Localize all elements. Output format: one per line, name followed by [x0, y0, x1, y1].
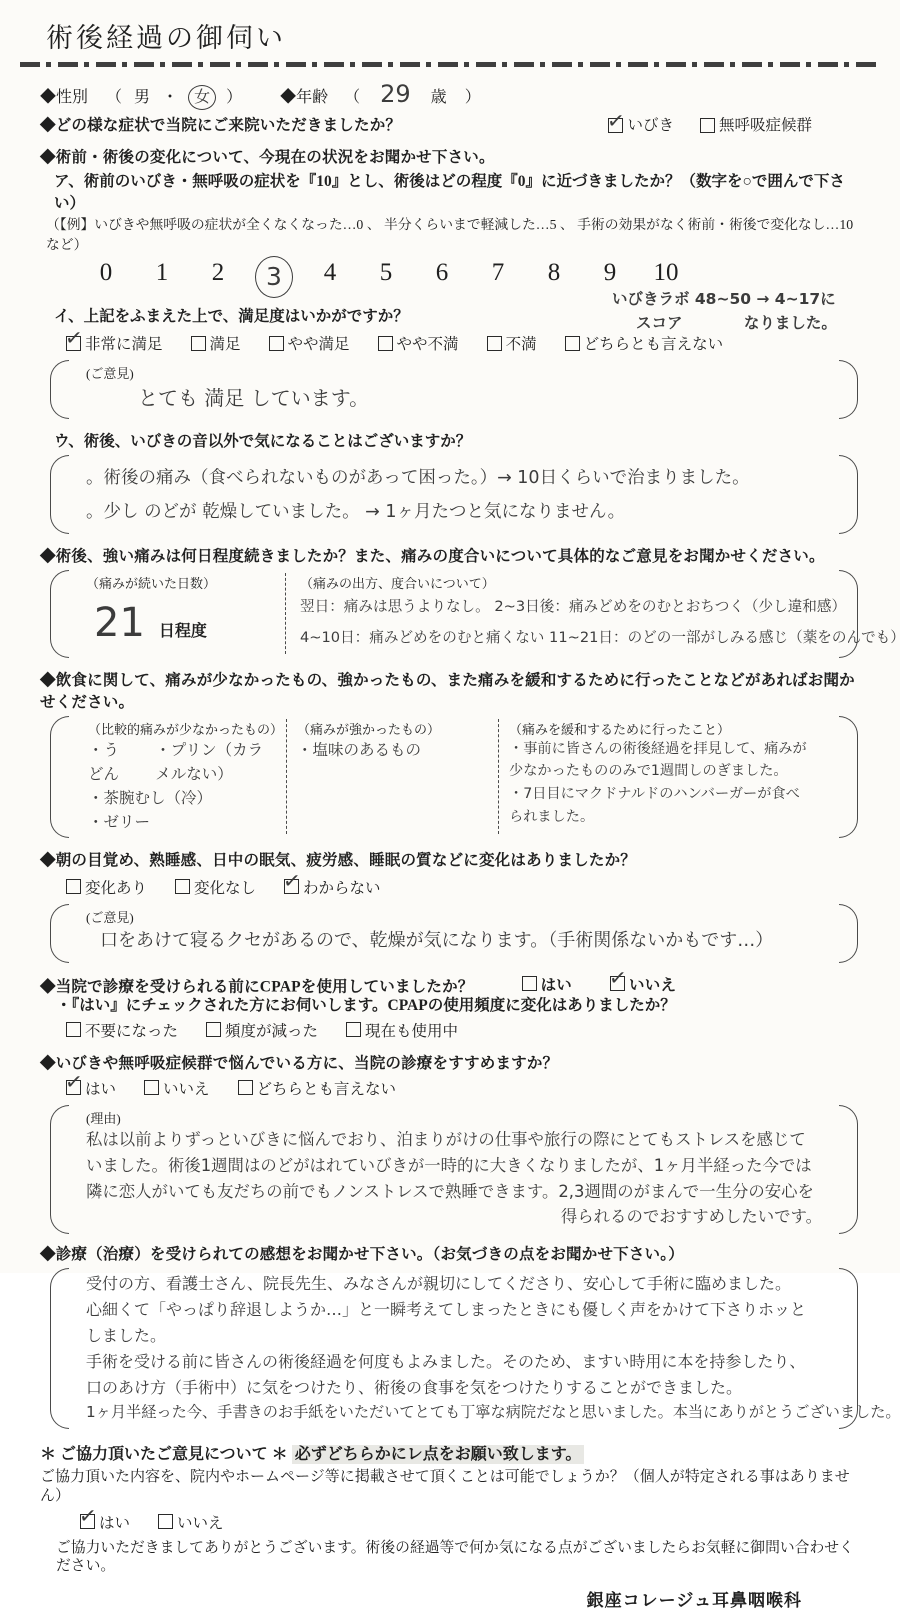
- food-relief-item: ・7日目にマクドナルドのハンバーガーが食べられました。: [509, 786, 800, 825]
- scale-9[interactable]: 9: [603, 259, 617, 287]
- sleep-heading: ◆朝の目覚め、熟睡感、日中の眠気、疲労感、睡眠の質などに変化はありましたか？: [40, 851, 636, 869]
- checkbox-publish-yes[interactable]: [80, 1514, 95, 1529]
- opinion-text: とても 満足 しています。: [138, 386, 370, 411]
- symptom-question: ◆どの様な症状で当院にご来院いただきましたか？: [40, 117, 402, 134]
- scale-3-circled[interactable]: 3: [255, 256, 293, 298]
- checkbox-publish-no[interactable]: [158, 1514, 173, 1529]
- reason-line: 得られるのでおすすめしたいです。: [560, 1207, 822, 1227]
- checkbox-cpap-no[interactable]: [610, 976, 625, 991]
- gender-female-circled[interactable]: 女: [188, 85, 216, 110]
- recommend-yes: ✓ はい: [66, 1077, 116, 1099]
- pain-detail-label: （痛みの出方、度合いについて）: [300, 576, 495, 592]
- gender-male[interactable]: 男: [134, 89, 151, 106]
- checkbox-apnea[interactable]: [700, 118, 715, 133]
- consent-note: ＊ ご協力頂いたご意見について ＊ 必ずどちらかにレ点をお願い致します。: [40, 1441, 866, 1464]
- impression-line: 口のあけ方（手術中）に気をつけたり、術後の食事を気をつけたりすることができました。: [86, 1377, 743, 1397]
- food-box: [50, 714, 858, 840]
- cpap-freq-still-using: 現在も使用中: [346, 1019, 458, 1041]
- sleep-opinion-label: (ご意見): [86, 909, 134, 925]
- publish-question: ご協力頂いた内容を、院内やホームページ等に掲載させて頂くことは可能でしょうか？（個人が特定される事はありません）: [40, 1469, 850, 1504]
- checkbox-cpap-yes[interactable]: [522, 976, 537, 991]
- reason-line: 私は以前よりずっといびきに悩んでおり、泊まりがけの仕事や旅行の際にとてもストレスを感じて: [86, 1129, 806, 1149]
- checkbox-no-change[interactable]: [175, 879, 190, 894]
- impression-line: 心細くて「やっぱり辞退しようか…」と一瞬考えてしまったときにも優しく声をかけて下さりホッとしました。: [86, 1299, 807, 1345]
- question-b-row: [54, 290, 866, 332]
- snorelab-note: いびきラボ 48~50 → 4~17に スコア なりました。: [612, 290, 837, 332]
- divider: [20, 62, 880, 67]
- food-heading: ◆飲食に関して、痛みが少なかったもの、強かったもの、また痛みを緩和するために行ったことなどがあればお聞かせください。: [40, 671, 855, 711]
- question-b: イ、上記をふまえた上で、満足度はいかがですか？: [54, 308, 409, 326]
- sleep-opinion-box: [50, 902, 858, 965]
- sleep-unknown: ✓ わからない: [284, 876, 381, 898]
- reason-box: [50, 1103, 858, 1236]
- satisfaction-row: [66, 332, 866, 354]
- cpap-freq-row: [66, 1019, 866, 1041]
- publish-options-row: [80, 1511, 866, 1533]
- pain-days-label: （痛みが続いた日数）: [86, 576, 217, 592]
- scale-2[interactable]: 2: [211, 259, 225, 287]
- profile-row: ◆性別 （ 男 ・ 女 ） ◆年齢 （ 29 歳 ）: [40, 80, 481, 108]
- question-a-example: （【例】いびきや無呼吸の症状が全くなくなった…0 、 半分くらいまで軽減した…5 、 手術の効果がなく術前・術後で変化なし…10 など）: [46, 217, 854, 253]
- checkbox-recommend-no[interactable]: [144, 1080, 159, 1095]
- reason-line: いました。術後1週間はのどがはれていびきが一時的に大きくなりましたが、1ヶ月半経った今では: [86, 1155, 812, 1175]
- checkbox-very-satisfied[interactable]: [66, 336, 81, 351]
- food-item: ・茶腕むし（冷）: [88, 788, 213, 807]
- sleep-changed: 変化あり: [66, 876, 147, 898]
- recommend-no: いいえ: [144, 1077, 210, 1099]
- pain-days-unit: 日程度: [158, 623, 207, 641]
- pain-detail-line: 4~10日：痛みどめをのむと痛くない 11~21日：のどの一部がしみる感じ（薬をのんでも）: [300, 629, 905, 647]
- recommend-neither: どちらとも言えない: [238, 1077, 397, 1099]
- checkbox-reduced[interactable]: [206, 1022, 221, 1037]
- satisfaction-satisfied: 満足: [191, 332, 241, 354]
- checkbox-recommend-yes[interactable]: [66, 1080, 81, 1095]
- checkbox-somewhat-dissatisfied[interactable]: [378, 336, 393, 351]
- food-col-less-pain: （比較的痛みが少なかったもの） ・うどん ・プリン（カラメルない） ・茶腕むし（冷） ・ゼリー: [86, 719, 286, 834]
- cpap-followup: ・『はい』にチェックされた方にお伺いします。CPAPの使用頻度に変化はありましたか？: [56, 997, 676, 1015]
- symptom-option-snoring: ✓ いびき: [608, 116, 674, 135]
- checkbox-unneeded[interactable]: [66, 1022, 81, 1037]
- cpap-no: ✓ いいえ: [610, 973, 676, 995]
- sleep-opinion-text: 口をあけて寝るクセがあるので、乾燥が気になります。（手術関係ないかもです…）: [100, 929, 774, 951]
- scale-3[interactable]: [246, 259, 302, 298]
- sleep-options-row: [66, 876, 866, 898]
- thanks-text: ご協力いただきましてありがとうございます。術後の経過等で何か気になる点がございましたらお気軽に御問い合わせください。: [56, 1539, 854, 1575]
- impression-line: 受付の方、看護士さん、院長先生、みなさんが親切にしてくださり、安心して手術に臨めました。: [86, 1273, 791, 1293]
- impression-box: [50, 1266, 901, 1431]
- concerns-box: [50, 453, 858, 536]
- gender-label: ◆性別: [40, 89, 89, 106]
- scale-8[interactable]: 8: [547, 259, 561, 287]
- cpap-freq-unneeded: 不要になった: [66, 1019, 178, 1041]
- satisfaction-very-satisfied: ✓ 非常に満足: [66, 332, 163, 354]
- satisfaction-dissatisfied: 不満: [487, 332, 537, 354]
- scale-5[interactable]: 5: [379, 259, 393, 287]
- pain-detail-line: 翌日：痛みは思うよりなし。 2~3日後：痛みどめをのむとおちつく（少し違和感）: [300, 598, 847, 616]
- pain-days-value: 21: [94, 600, 145, 647]
- checkbox-changed[interactable]: [66, 879, 81, 894]
- recommend-question: ◆いびきや無呼吸症候群で悩んでいる方に、当院の診療をすすめますか？: [40, 1054, 559, 1072]
- concern-line: 。術後の痛み（食べられないものがあって困った。）→ 10日くらいで治まりました。: [86, 468, 750, 489]
- sleep-no-change: 変化なし: [175, 876, 256, 898]
- symptom-row: [40, 116, 866, 135]
- checkbox-neither[interactable]: [565, 336, 580, 351]
- publish-no: いいえ: [158, 1511, 224, 1533]
- cpap-freq-reduced: 頻度が減った: [206, 1019, 318, 1041]
- food-item: ・塩味のあるもの: [297, 740, 422, 759]
- recommend-options-row: [66, 1077, 866, 1099]
- checkbox-snoring[interactable]: [608, 118, 623, 133]
- impression-line: 1ヶ月半経った今、手書きのお手紙をいただいてとても丁寧な病院だなと思いました。本当にありがとうございました。: [86, 1403, 901, 1422]
- symptom-option-apnea: 無呼吸症候群: [700, 116, 812, 135]
- scale-4[interactable]: 4: [323, 259, 337, 287]
- checkbox-satisfied[interactable]: [191, 336, 206, 351]
- reason-label: (理由): [86, 1110, 121, 1126]
- checkbox-dissatisfied[interactable]: [487, 336, 502, 351]
- food-col-relief: （痛みを緩和するために行ったこと） ・事前に皆さんの術後経過を拝見して、痛みが少なかったもののみで1週間しのぎました。 ・7日目にマクドナルドのハンバーガーが食べられました。: [498, 719, 818, 834]
- food-relief-item: ・事前に皆さんの術後経過を拝見して、痛みが少なかったもののみで1週間しのぎました。: [509, 740, 807, 780]
- publish-yes: ✓ はい: [80, 1511, 130, 1533]
- age-label: ◆年齢: [280, 89, 329, 106]
- question-c: ウ、術後、いびきの音以外で気になることはございますか？: [54, 433, 472, 451]
- reason-line: 隣に恋人がいても友だちの前でもノンストレスで熟睡できます。2,3週間のがまんで一生分の安心を: [86, 1182, 814, 1202]
- cpap-question: ◆当院で診療を受けられる前にCPAPを使用していましたか？: [40, 978, 474, 996]
- satisfaction-somewhat-satisfied: やや満足: [269, 332, 350, 354]
- scale-6[interactable]: 6: [435, 259, 449, 287]
- change-heading: ◆術前・術後の変化について、今現在の状況をお聞かせ下さい。: [40, 149, 495, 167]
- food-col-more-pain: （痛みが強かったもの） ・塩味のあるもの: [286, 719, 498, 834]
- clinic-name: 銀座コレージュ耳鼻咽喉科: [586, 1590, 802, 1610]
- satisfaction-somewhat-dissatisfied: やや不満: [378, 332, 459, 354]
- food-item: ・うどん: [88, 740, 120, 783]
- impression-line: 手術を受ける前に皆さんの術後経過を何度もよみました。そのため、ますい時用に本を持参したり、: [86, 1351, 806, 1371]
- consent-note-emphasis: 必ずどちらかにレ点をお願い致します。: [292, 1445, 585, 1464]
- cpap-question-row: [40, 973, 866, 997]
- cpap-yes: はい: [522, 973, 572, 995]
- pain-heading: ◆術後、強い痛みは何日程度続きましたか？また、痛みの度合いについて具体的なご意見をお聞かせください。: [40, 548, 825, 566]
- food-item: ・ゼリー: [88, 812, 151, 831]
- scale-10[interactable]: 10: [653, 259, 679, 287]
- impression-heading: ◆診療（治療）を受けられての感想をお聞かせ下さい。（お気づきの点をお聞かせ下さい。）: [40, 1245, 684, 1263]
- pain-box: [50, 568, 905, 659]
- opinion-box: [50, 358, 858, 421]
- age-value: 29: [380, 80, 411, 108]
- checkbox-unknown[interactable]: [284, 879, 299, 894]
- checkbox-still-using[interactable]: [346, 1022, 361, 1037]
- scale-1[interactable]: 1: [155, 259, 169, 287]
- checkbox-recommend-neither[interactable]: [238, 1080, 253, 1095]
- scale-0[interactable]: 0: [99, 259, 113, 287]
- checkbox-somewhat-satisfied[interactable]: [269, 336, 284, 351]
- satisfaction-neither: どちらとも言えない: [565, 332, 724, 354]
- page-title: 術後経過の御伺い: [46, 23, 286, 53]
- food-item: ・プリン（カラメルない）: [155, 740, 264, 783]
- question-a: ア、術前のいびき・無呼吸の症状を『10』とし、術後はどの程度『0』に近づきましたか？（数字を○で囲んで下さい）: [54, 173, 845, 213]
- concern-line: 。少し のどが 乾燥していました。 → 1ヶ月たつと気になりません。: [86, 501, 626, 522]
- opinion-label: (ご意見): [86, 366, 134, 382]
- scale-7[interactable]: 7: [491, 259, 505, 287]
